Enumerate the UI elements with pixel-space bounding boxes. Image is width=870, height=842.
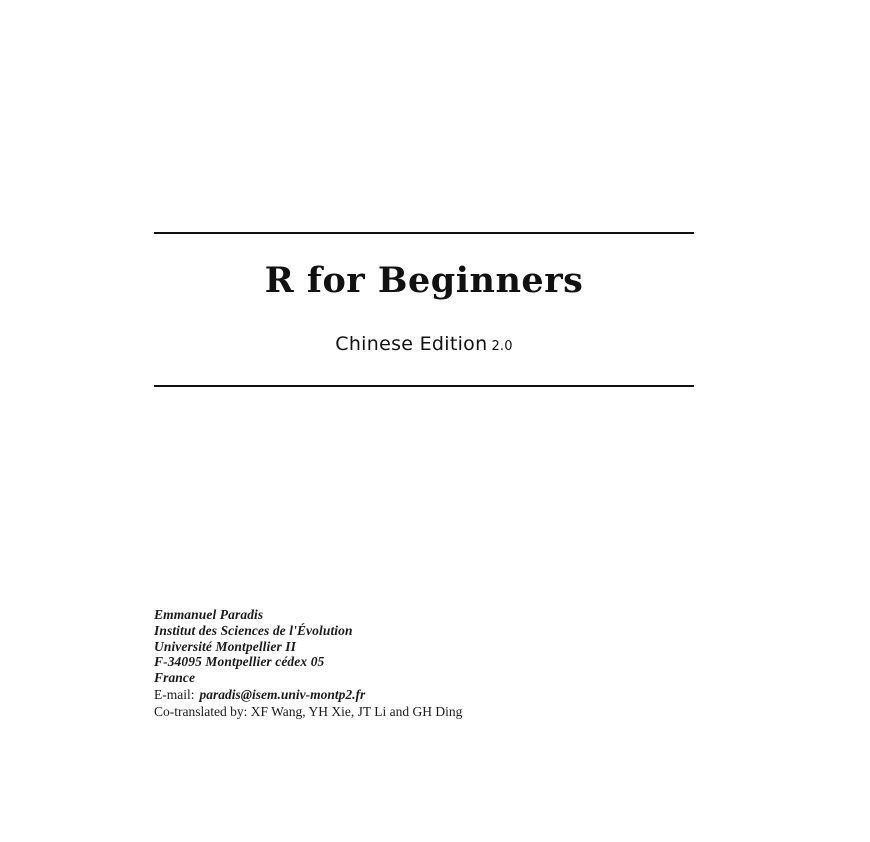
page-title: R for Beginners bbox=[264, 260, 584, 301]
subtitle-line bbox=[154, 333, 694, 355]
title-block bbox=[154, 232, 694, 387]
email-label: E-mail: bbox=[154, 686, 195, 702]
author-address: F-34095 Montpellier cédex 05 bbox=[154, 654, 325, 670]
translators-credit: Co-translated by: XF Wang, YH Xie, JT Li and GH Ding bbox=[154, 703, 463, 719]
author-block bbox=[154, 607, 714, 720]
email-address: paradis@isem.univ-montp2.fr bbox=[199, 686, 366, 702]
author-email-line bbox=[154, 687, 714, 703]
edition-version: 2.0 bbox=[491, 339, 513, 354]
author-institute: Institut des Sciences de l'Évolution bbox=[154, 622, 353, 638]
edition-label: Chinese Edition bbox=[335, 333, 488, 355]
author-name: Emmanuel Paradis bbox=[154, 607, 264, 622]
title-rule-bottom bbox=[154, 385, 694, 387]
author-country: France bbox=[154, 670, 196, 686]
author-university: Université Montpellier II bbox=[154, 638, 297, 654]
title-rule-top bbox=[154, 232, 694, 234]
